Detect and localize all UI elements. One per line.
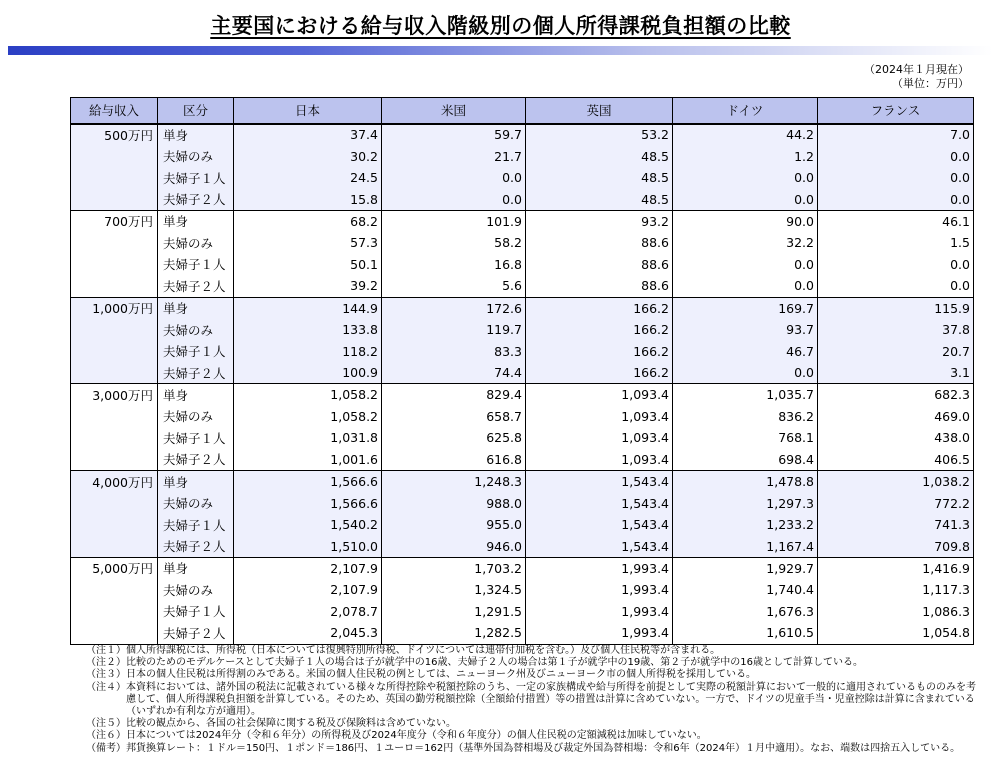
income-cell: [71, 514, 158, 536]
table-row: [71, 297, 974, 319]
value-cell-france: 1,086.3: [818, 601, 974, 623]
income-cell: [71, 145, 158, 167]
footnote: [86, 730, 976, 742]
value-cell-germany: 0.0: [673, 167, 818, 189]
table-row: [71, 124, 974, 146]
value-cell-usa: 616.8: [382, 449, 526, 471]
value-cell-japan: 1,058.2: [234, 384, 382, 406]
footnote-label: （注１）: [86, 645, 126, 656]
category-cell: 夫婦子２人: [158, 189, 234, 211]
value-cell-germany: 46.7: [673, 340, 818, 362]
category-cell: 夫婦子２人: [158, 622, 234, 644]
value-cell-germany: 0.0: [673, 362, 818, 384]
income-group: [71, 557, 974, 644]
table-row: [71, 145, 974, 167]
category-cell: 単身: [158, 471, 234, 493]
value-cell-japan: 2,045.3: [234, 622, 382, 644]
footnote-text: 個人所得課税には、所得税（日本については復興特別所得税、ドイツについては連帯付加税を含む。）及び個人住民税等が含まれる。: [126, 645, 721, 656]
value-cell-japan: 24.5: [234, 167, 382, 189]
category-cell: 単身: [158, 210, 234, 232]
income-cell: [71, 622, 158, 644]
income-cell: [71, 167, 158, 189]
header-category: 区分: [158, 98, 234, 124]
category-cell: 夫婦のみ: [158, 232, 234, 254]
table-row: [71, 557, 974, 579]
value-cell-uk: 48.5: [526, 167, 673, 189]
value-cell-germany: 93.7: [673, 319, 818, 341]
value-cell-uk: 1,543.4: [526, 536, 673, 558]
value-cell-usa: 101.9: [382, 210, 526, 232]
category-cell: 夫婦のみ: [158, 579, 234, 601]
footnote: [86, 682, 976, 719]
title-gradient-bar: [8, 46, 993, 55]
category-cell: 夫婦のみ: [158, 145, 234, 167]
value-cell-france: 772.2: [818, 492, 974, 514]
income-cell: [71, 254, 158, 276]
income-cell: [71, 189, 158, 211]
header-uk: 英国: [526, 98, 673, 124]
footnote-label: （注６）: [86, 730, 126, 742]
table-row: [71, 514, 974, 536]
value-cell-france: 0.0: [818, 254, 974, 276]
value-cell-usa: 946.0: [382, 536, 526, 558]
table-row: [71, 254, 974, 276]
value-cell-japan: 100.9: [234, 362, 382, 384]
category-cell: 夫婦のみ: [158, 405, 234, 427]
footnote-text: 比較の観点から、各国の社会保障に関する税及び保険料は含めていない。: [126, 718, 456, 730]
value-cell-uk: 1,993.4: [526, 622, 673, 644]
value-cell-usa: 1,248.3: [382, 471, 526, 493]
value-cell-uk: 1,993.4: [526, 557, 673, 579]
value-cell-japan: 144.9: [234, 297, 382, 319]
table-row: [71, 579, 974, 601]
value-cell-usa: 0.0: [382, 189, 526, 211]
value-cell-france: 438.0: [818, 427, 974, 449]
value-cell-uk: 1,543.4: [526, 492, 673, 514]
table-row: [71, 319, 974, 341]
header-usa: 米国: [382, 98, 526, 124]
value-cell-uk: 1,543.4: [526, 471, 673, 493]
footnote: [86, 743, 976, 755]
value-cell-uk: 1,993.4: [526, 579, 673, 601]
value-cell-france: 1,038.2: [818, 471, 974, 493]
value-cell-germany: 44.2: [673, 124, 818, 146]
value-cell-germany: 1,035.7: [673, 384, 818, 406]
value-cell-japan: 1,540.2: [234, 514, 382, 536]
value-cell-usa: 1,291.5: [382, 601, 526, 623]
table-row: [71, 601, 974, 623]
value-cell-usa: 74.4: [382, 362, 526, 384]
value-cell-japan: 15.8: [234, 189, 382, 211]
value-cell-uk: 166.2: [526, 319, 673, 341]
table-row: [71, 536, 974, 558]
value-cell-usa: 172.6: [382, 297, 526, 319]
value-cell-germany: 1.2: [673, 145, 818, 167]
value-cell-usa: 58.2: [382, 232, 526, 254]
as-of-date: （2024年１月現在）: [864, 63, 969, 76]
value-cell-usa: 1,324.5: [382, 579, 526, 601]
value-cell-germany: 1,610.5: [673, 622, 818, 644]
value-cell-france: 0.0: [818, 275, 974, 297]
income-group: [71, 210, 974, 297]
table-row: [71, 449, 974, 471]
value-cell-japan: 37.4: [234, 124, 382, 146]
value-cell-japan: 57.3: [234, 232, 382, 254]
value-cell-france: 741.3: [818, 514, 974, 536]
value-cell-japan: 39.2: [234, 275, 382, 297]
category-cell: 夫婦子１人: [158, 514, 234, 536]
value-cell-germany: 836.2: [673, 405, 818, 427]
income-cell: 500万円: [71, 124, 158, 146]
footnote: [86, 718, 976, 730]
category-cell: 夫婦子１人: [158, 167, 234, 189]
value-cell-japan: 30.2: [234, 145, 382, 167]
category-cell: 夫婦子２人: [158, 275, 234, 297]
footnote: [86, 657, 976, 669]
value-cell-usa: 59.7: [382, 124, 526, 146]
value-cell-usa: 829.4: [382, 384, 526, 406]
category-cell: 単身: [158, 124, 234, 146]
value-cell-usa: 0.0: [382, 167, 526, 189]
income-cell: [71, 362, 158, 384]
value-cell-france: 46.1: [818, 210, 974, 232]
table-row: [71, 210, 974, 232]
value-cell-japan: 50.1: [234, 254, 382, 276]
value-cell-japan: 68.2: [234, 210, 382, 232]
value-cell-usa: 658.7: [382, 405, 526, 427]
table-row: [71, 362, 974, 384]
value-cell-france: 20.7: [818, 340, 974, 362]
value-cell-usa: 955.0: [382, 514, 526, 536]
footnote-label: （注５）: [86, 718, 126, 730]
income-cell: 3,000万円: [71, 384, 158, 406]
value-cell-uk: 48.5: [526, 189, 673, 211]
footnote-text: 本資料においては、諸外国の税法に記載されている様々な所得控除や税額控除のうち、一定の家族構成や給与所得を前提として実際の税額計算において一般的に適用されているもののみを考慮して、個人所得課税負担額を計算している。そのため、英国の勤労税額控除（全額給付措置）等の措置は計算に含めていない。一方で、ドイツの児童手当・児童控除は計算に含まれている（いずれか有利な方が適用）。: [126, 681, 976, 718]
value-cell-germany: 1,297.3: [673, 492, 818, 514]
value-cell-germany: 90.0: [673, 210, 818, 232]
value-cell-germany: 1,167.4: [673, 536, 818, 558]
value-cell-usa: 119.7: [382, 319, 526, 341]
value-cell-japan: 133.8: [234, 319, 382, 341]
value-cell-japan: 1,031.8: [234, 427, 382, 449]
category-cell: 単身: [158, 297, 234, 319]
value-cell-germany: 1,740.4: [673, 579, 818, 601]
income-cell: [71, 427, 158, 449]
table-row: [71, 622, 974, 644]
footnote-text: 比較のためのモデルケースとして夫婦子１人の場合は子が就学中の16歳、夫婦子２人の場合は第１子が就学中の19歳、第２子が就学中の16歳として計算している。: [126, 657, 863, 669]
value-cell-uk: 166.2: [526, 297, 673, 319]
header-germany: ドイツ: [673, 98, 818, 124]
value-cell-usa: 83.3: [382, 340, 526, 362]
footnotes: [86, 645, 976, 755]
value-cell-germany: 169.7: [673, 297, 818, 319]
value-cell-japan: 2,078.7: [234, 601, 382, 623]
value-cell-uk: 166.2: [526, 362, 673, 384]
income-cell: [71, 536, 158, 558]
unit-label: （単位：万円）: [892, 77, 969, 90]
table-row: [71, 189, 974, 211]
footnote: [86, 669, 976, 681]
value-cell-germany: 1,478.8: [673, 471, 818, 493]
value-cell-germany: 768.1: [673, 427, 818, 449]
table-row: [71, 492, 974, 514]
value-cell-uk: 1,993.4: [526, 601, 673, 623]
value-cell-japan: 2,107.9: [234, 557, 382, 579]
category-cell: 夫婦子２人: [158, 536, 234, 558]
value-cell-japan: 1,001.6: [234, 449, 382, 471]
table-row: [71, 232, 974, 254]
value-cell-germany: 32.2: [673, 232, 818, 254]
income-cell: 1,000万円: [71, 297, 158, 319]
value-cell-germany: 1,929.7: [673, 557, 818, 579]
income-cell: 700万円: [71, 210, 158, 232]
table-row: [71, 471, 974, 493]
value-cell-usa: 5.6: [382, 275, 526, 297]
page-title: 主要国における給与収入階級別の個人所得課税負担額の比較: [210, 14, 791, 38]
value-cell-germany: 0.0: [673, 189, 818, 211]
value-cell-uk: 1,093.4: [526, 449, 673, 471]
value-cell-france: 0.0: [818, 189, 974, 211]
income-cell: [71, 232, 158, 254]
income-cell: [71, 449, 158, 471]
income-cell: [71, 492, 158, 514]
value-cell-france: 7.0: [818, 124, 974, 146]
value-cell-germany: 1,233.2: [673, 514, 818, 536]
value-cell-japan: 118.2: [234, 340, 382, 362]
value-cell-uk: 1,543.4: [526, 514, 673, 536]
income-group: [71, 297, 974, 384]
table-row: [71, 340, 974, 362]
income-cell: [71, 579, 158, 601]
value-cell-france: 1,117.3: [818, 579, 974, 601]
income-cell: [71, 601, 158, 623]
value-cell-japan: 1,566.6: [234, 471, 382, 493]
table-row: [71, 167, 974, 189]
income-cell: [71, 405, 158, 427]
value-cell-france: 1,054.8: [818, 622, 974, 644]
value-cell-germany: 0.0: [673, 275, 818, 297]
footnote-text: 日本については2024年分（令和６年分）の所得税及び2024年度分（令和６年度分）の個人住民税の定額減税は加味していない。: [126, 730, 707, 742]
footnote-label: （注４）: [86, 681, 126, 693]
value-cell-uk: 93.2: [526, 210, 673, 232]
value-cell-uk: 166.2: [526, 340, 673, 362]
value-cell-france: 469.0: [818, 405, 974, 427]
value-cell-usa: 1,282.5: [382, 622, 526, 644]
income-group: [71, 471, 974, 558]
header-france: フランス: [818, 98, 974, 124]
category-cell: 夫婦子２人: [158, 362, 234, 384]
income-cell: [71, 319, 158, 341]
footnote: [86, 645, 976, 657]
table-row: [71, 405, 974, 427]
value-cell-japan: 1,058.2: [234, 405, 382, 427]
value-cell-usa: 1,703.2: [382, 557, 526, 579]
footnote-label: （備考）: [86, 742, 126, 754]
category-cell: 夫婦子１人: [158, 601, 234, 623]
value-cell-japan: 1,510.0: [234, 536, 382, 558]
value-cell-france: 37.8: [818, 319, 974, 341]
value-cell-uk: 1,093.4: [526, 427, 673, 449]
value-cell-germany: 698.4: [673, 449, 818, 471]
category-cell: 夫婦子１人: [158, 340, 234, 362]
value-cell-usa: 21.7: [382, 145, 526, 167]
value-cell-usa: 16.8: [382, 254, 526, 276]
table-row: [71, 384, 974, 406]
value-cell-uk: 1,093.4: [526, 384, 673, 406]
category-cell: 夫婦子２人: [158, 449, 234, 471]
footnote-label: （注３）: [86, 669, 126, 681]
category-cell: 単身: [158, 384, 234, 406]
income-group: [71, 384, 974, 471]
income-cell: 5,000万円: [71, 557, 158, 579]
category-cell: 夫婦のみ: [158, 492, 234, 514]
category-cell: 夫婦子１人: [158, 427, 234, 449]
table-row: [71, 275, 974, 297]
footnote-text: 邦貨換算レート：１ドル＝150円、１ポンド＝186円、１ユーロ＝162円（基準外国為替相場及び裁定外国為替相場：令和6年（2024年）１月中適用）。なお、端数は四捨五入している。: [126, 742, 961, 754]
category-cell: 夫婦子１人: [158, 254, 234, 276]
value-cell-uk: 88.6: [526, 275, 673, 297]
as-of-block: [864, 63, 969, 91]
value-cell-uk: 88.6: [526, 232, 673, 254]
value-cell-japan: 2,107.9: [234, 579, 382, 601]
header-row: [71, 98, 974, 124]
income-cell: 4,000万円: [71, 471, 158, 493]
category-cell: 単身: [158, 557, 234, 579]
value-cell-france: 682.3: [818, 384, 974, 406]
income-cell: [71, 275, 158, 297]
header-income: 給与収入: [71, 98, 158, 124]
value-cell-uk: 48.5: [526, 145, 673, 167]
value-cell-germany: 0.0: [673, 254, 818, 276]
value-cell-uk: 53.2: [526, 124, 673, 146]
value-cell-france: 115.9: [818, 297, 974, 319]
value-cell-france: 709.8: [818, 536, 974, 558]
value-cell-japan: 1,566.6: [234, 492, 382, 514]
value-cell-france: 1,416.9: [818, 557, 974, 579]
category-cell: 夫婦のみ: [158, 319, 234, 341]
footnote-text: 日本の個人住民税は所得割のみである。米国の個人住民税の例としては、ニューヨーク州及びニューヨーク市の個人所得税を採用している。: [126, 669, 756, 681]
value-cell-germany: 1,676.3: [673, 601, 818, 623]
income-group: [71, 124, 974, 211]
value-cell-france: 3.1: [818, 362, 974, 384]
value-cell-france: 406.5: [818, 449, 974, 471]
value-cell-france: 0.0: [818, 145, 974, 167]
value-cell-uk: 88.6: [526, 254, 673, 276]
table-row: [71, 427, 974, 449]
income-cell: [71, 340, 158, 362]
value-cell-usa: 625.8: [382, 427, 526, 449]
value-cell-uk: 1,093.4: [526, 405, 673, 427]
tax-comparison-table: [70, 97, 974, 645]
value-cell-france: 1.5: [818, 232, 974, 254]
header-japan: 日本: [234, 98, 382, 124]
footnote-label: （注２）: [86, 657, 126, 669]
value-cell-france: 0.0: [818, 167, 974, 189]
value-cell-usa: 988.0: [382, 492, 526, 514]
